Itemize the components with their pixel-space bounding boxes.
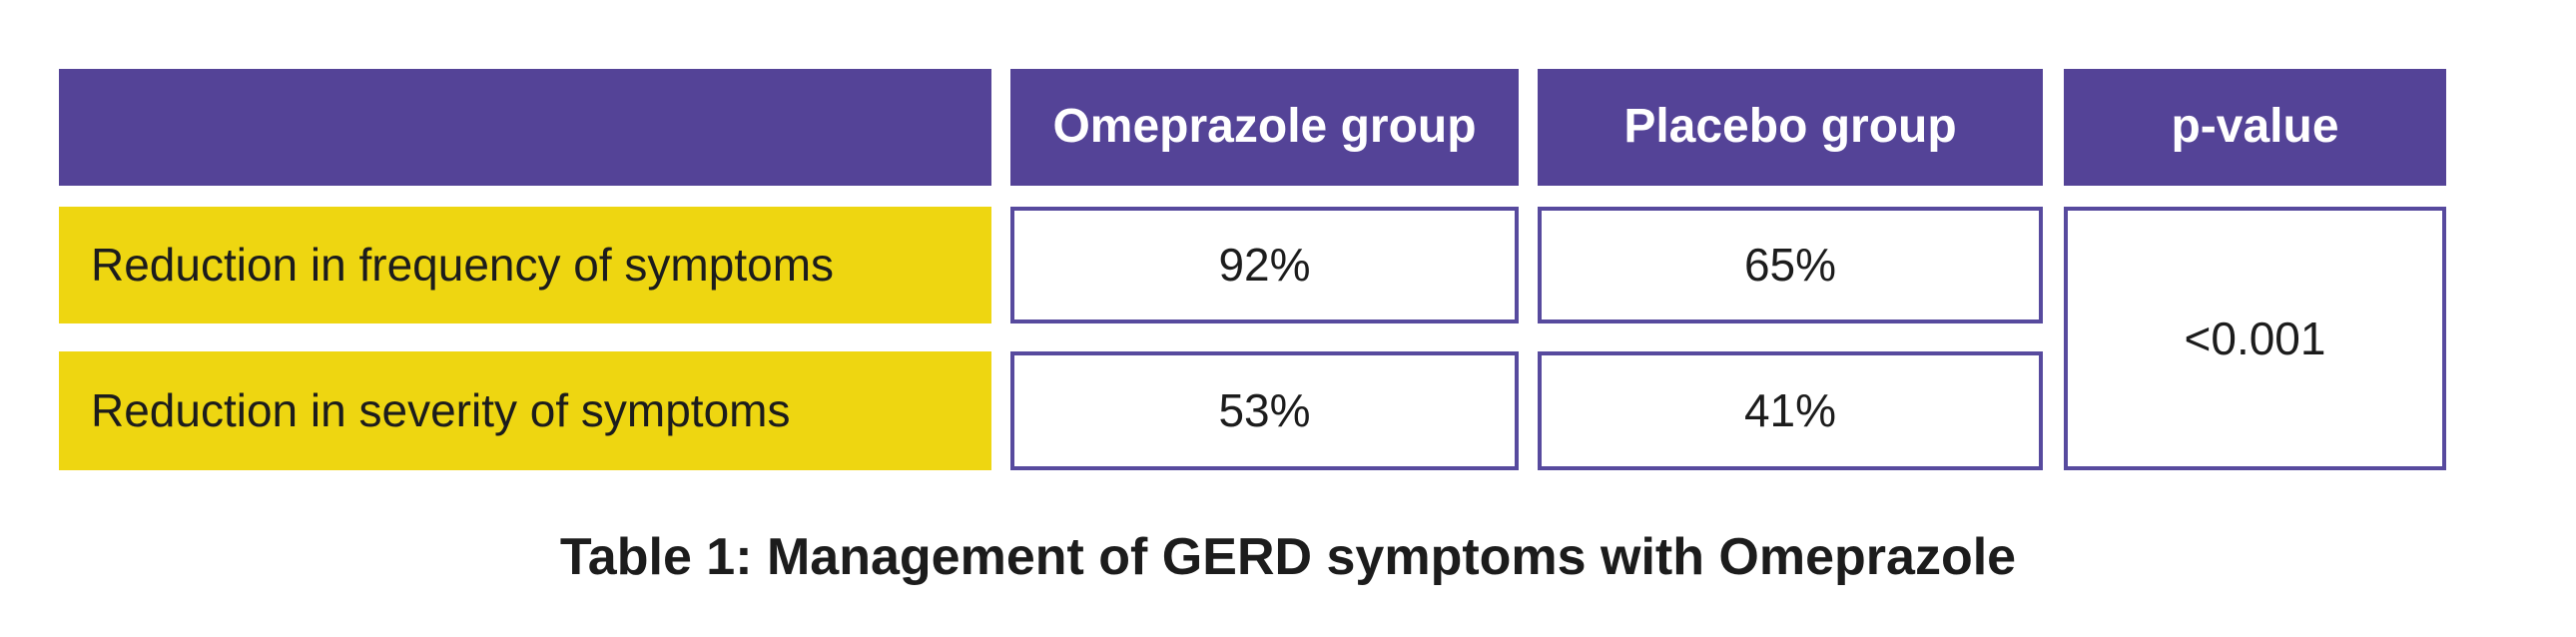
value-p-value-merged: <0.001: [2064, 207, 2446, 470]
table-caption: Table 1: Management of GERD symptoms with Omeprazole: [559, 528, 2017, 586]
gerd-results-table: [59, 69, 2446, 470]
header-cell-p-value: p-value: [2064, 69, 2446, 186]
header-cell-blank: [59, 69, 991, 186]
value-severity-omeprazole: 53%: [1010, 351, 1519, 470]
row-label-severity: Reduction in severity of symptoms: [59, 351, 991, 470]
value-frequency-placebo: 65%: [1538, 207, 2043, 323]
row-label-frequency: Reduction in frequency of symptoms: [59, 207, 991, 323]
header-cell-omeprazole-group: Omeprazole group: [1010, 69, 1519, 186]
header-cell-placebo-group: Placebo group: [1538, 69, 2043, 186]
value-severity-placebo: 41%: [1538, 351, 2043, 470]
value-frequency-omeprazole: 92%: [1010, 207, 1519, 323]
